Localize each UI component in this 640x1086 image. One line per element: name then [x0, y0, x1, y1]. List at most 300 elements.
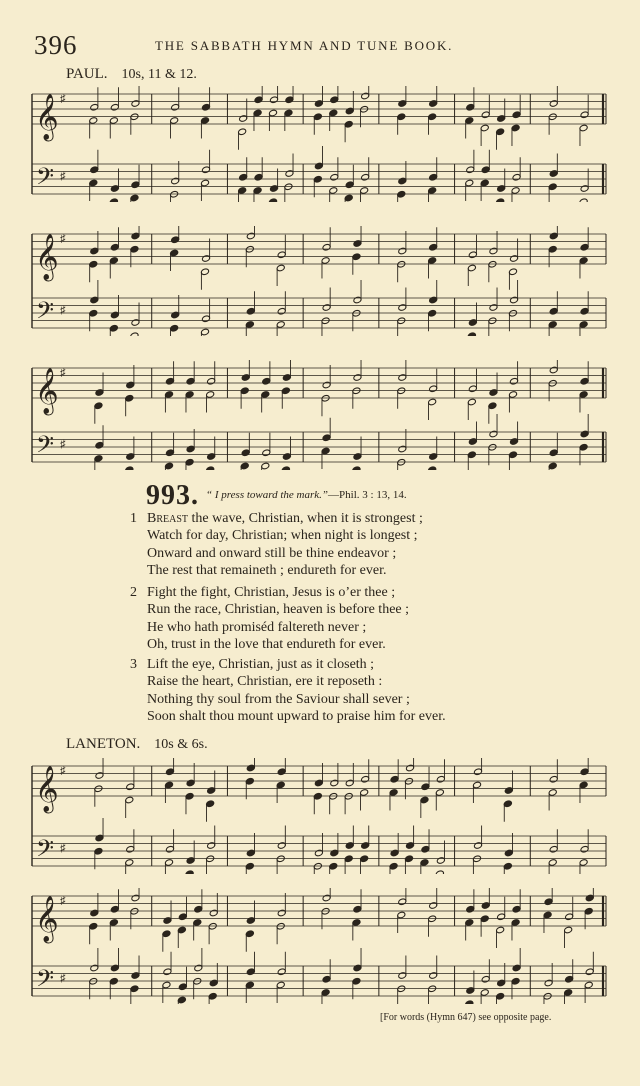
note-head: [277, 307, 286, 315]
note-head: [548, 789, 557, 797]
stanza-number: 3: [130, 657, 137, 672]
note-head: [207, 377, 216, 385]
note-head: [94, 455, 103, 463]
note-head: [239, 173, 248, 181]
note-head: [511, 124, 520, 132]
note-head: [201, 179, 210, 187]
note-head: [185, 458, 194, 466]
note-head: [207, 787, 216, 795]
note-head: [208, 992, 217, 1000]
note-head: [352, 466, 361, 470]
note-head: [171, 177, 180, 185]
verse-line: Watch for day, Christian; when night is longest ;: [147, 528, 418, 544]
note-head: [429, 296, 438, 304]
note-head: [163, 917, 172, 925]
note-head: [579, 321, 588, 329]
music-notation: [28, 888, 612, 1004]
note-head: [398, 898, 407, 906]
note-head: [130, 332, 139, 336]
treble-clef-icon: 𝄞: [35, 896, 59, 942]
note-head: [201, 268, 210, 276]
note-head: [178, 913, 187, 921]
note-head: [565, 975, 574, 983]
note-head: [206, 800, 215, 808]
note-head: [241, 449, 250, 457]
music-system-2: [28, 226, 612, 336]
note-head: [313, 175, 322, 183]
note-head: [465, 1000, 474, 1004]
note-head: [329, 187, 338, 195]
note-head: [390, 849, 399, 857]
note-head: [353, 905, 362, 913]
note-head: [209, 979, 218, 987]
note-head: [549, 232, 558, 240]
verse-line: Run the race, Christian, heaven is before thee ;: [147, 602, 410, 618]
note-head: [171, 236, 180, 244]
note-head: [429, 385, 438, 393]
note-head: [549, 449, 558, 457]
note-head: [398, 100, 407, 108]
note-head: [131, 319, 140, 327]
note-head: [474, 842, 483, 850]
note-head: [580, 307, 589, 315]
note-head: [405, 855, 414, 863]
note-head: [110, 103, 119, 111]
note-head: [240, 387, 249, 395]
note-head: [429, 243, 438, 251]
note-head: [245, 321, 254, 329]
note-head: [466, 103, 475, 111]
note-head: [170, 117, 179, 125]
note-head: [186, 445, 195, 453]
page-number: 396: [34, 30, 78, 60]
note-head: [109, 324, 118, 332]
note-head: [269, 109, 278, 117]
sharp-icon: ♯: [60, 366, 66, 379]
note-head: [207, 842, 216, 850]
note-head: [110, 243, 119, 251]
note-head: [429, 902, 438, 910]
note-head: [202, 103, 211, 111]
note-head: [397, 190, 406, 198]
note-head: [186, 779, 195, 787]
note-head: [565, 913, 574, 921]
note-head: [429, 173, 438, 181]
note-head: [345, 107, 354, 115]
verse-line: He who hath promiséd faltereth never ;: [147, 619, 367, 635]
note-head: [95, 441, 104, 449]
note-head: [580, 768, 589, 776]
note-head: [269, 198, 278, 202]
note-head: [330, 779, 339, 787]
note-head: [509, 268, 518, 276]
note-head: [193, 919, 202, 927]
note-head: [579, 781, 588, 789]
note-head: [467, 451, 476, 459]
sharp-icon: ♯: [60, 170, 66, 183]
note-head: [361, 92, 370, 100]
note-head: [510, 377, 519, 385]
note-head: [580, 430, 589, 438]
treble-clef-icon: 𝄞: [35, 234, 59, 280]
note-head: [428, 398, 437, 406]
note-head: [253, 187, 262, 195]
note-head: [406, 764, 415, 772]
note-head: [178, 983, 187, 991]
note-head: [428, 113, 437, 121]
note-head: [261, 391, 270, 399]
note-head: [330, 849, 339, 857]
note-head: [322, 894, 331, 902]
note-head: [549, 366, 558, 374]
note-head: [548, 245, 557, 253]
music-notation: [28, 758, 612, 874]
note-head: [125, 796, 134, 804]
note-head: [90, 909, 99, 917]
epigraph-reference: —Phil. 3 : 13, 14.: [328, 489, 407, 501]
note-head: [420, 796, 429, 804]
note-head: [421, 845, 430, 853]
note-head: [352, 253, 361, 261]
note-head: [207, 453, 216, 461]
note-head: [584, 907, 593, 915]
note-head: [185, 792, 194, 800]
note-head: [162, 930, 171, 938]
note-head: [177, 926, 186, 934]
note-head: [202, 255, 211, 263]
note-head: [239, 115, 248, 123]
note-head: [466, 987, 475, 995]
note-head: [467, 332, 476, 336]
note-head: [282, 453, 291, 461]
treble-clef-icon: 𝄞: [35, 766, 59, 812]
note-head: [428, 466, 437, 470]
note-head: [131, 232, 140, 240]
note-head: [465, 919, 474, 927]
note-head: [353, 240, 362, 248]
note-head: [89, 309, 98, 317]
note-head: [109, 919, 118, 927]
note-head: [564, 926, 573, 934]
note-head: [329, 109, 338, 117]
note-head: [466, 905, 475, 913]
note-head: [585, 894, 594, 902]
note-head: [185, 870, 194, 874]
note-head: [321, 257, 330, 265]
note-head: [398, 972, 407, 980]
note-head: [277, 909, 286, 917]
verse-line: Fight the fight, Christian, Jesus is o’er thee ;: [147, 585, 396, 600]
note-head: [345, 842, 354, 850]
stanza: [130, 656, 446, 726]
note-head: [480, 915, 489, 923]
note-head: [512, 905, 521, 913]
note-head: [322, 381, 331, 389]
note-head: [322, 975, 331, 983]
note-head: [130, 194, 139, 202]
note-head: [246, 849, 255, 857]
note-head: [270, 96, 279, 104]
note-head: [314, 779, 323, 787]
note-head: [109, 117, 118, 125]
note-head: [511, 187, 520, 195]
note-head: [421, 783, 430, 791]
note-head: [585, 968, 594, 976]
note-head: [580, 185, 589, 193]
note-head: [579, 198, 588, 202]
note-head: [165, 462, 174, 470]
note-head: [94, 847, 103, 855]
note-head: [277, 968, 286, 976]
note-head: [185, 391, 194, 399]
note-head: [428, 187, 437, 195]
note-head: [253, 109, 262, 117]
note-head: [126, 453, 135, 461]
note-head: [238, 187, 247, 195]
note-head: [246, 968, 255, 976]
note-head: [496, 992, 505, 1000]
note-head: [389, 862, 398, 870]
note-head: [496, 128, 505, 136]
stanza: [130, 510, 423, 580]
tune-name: LANETON.: [66, 736, 141, 752]
note-head: [497, 979, 506, 987]
note-head: [89, 117, 98, 125]
verse-line: Lift the eye, Christian, just as it closeth ;: [147, 657, 375, 672]
note-head: [429, 100, 438, 108]
note-head: [345, 181, 354, 189]
sharp-icon: ♯: [60, 92, 66, 105]
note-head: [406, 842, 415, 850]
note-head: [89, 922, 98, 930]
note-head: [496, 926, 505, 934]
note-head: [131, 100, 140, 108]
note-head: [246, 917, 255, 925]
note-head: [481, 902, 490, 910]
note-head: [549, 307, 558, 315]
note-head: [510, 296, 519, 304]
note-head: [276, 781, 285, 789]
note-head: [330, 96, 339, 104]
note-head: [194, 905, 203, 913]
note-head: [313, 792, 322, 800]
verse-line: Onward and onward still be thine endeavor ;: [147, 545, 397, 561]
note-head: [488, 402, 497, 410]
note-head: [548, 183, 557, 191]
note-head: [330, 173, 339, 181]
note-head: [90, 166, 99, 174]
note-head: [480, 989, 489, 997]
note-head: [109, 257, 118, 265]
note-head: [282, 374, 291, 382]
note-head: [165, 781, 174, 789]
note-head: [360, 187, 369, 195]
note-head: [435, 870, 444, 874]
note-head: [177, 996, 186, 1004]
note-head: [489, 304, 498, 312]
note-head: [109, 198, 118, 202]
treble-clef-icon: 𝄞: [35, 368, 59, 414]
bass-clef-icon: 𝄢: [36, 162, 55, 196]
note-head: [579, 124, 588, 132]
music-system-1: [28, 86, 612, 202]
note-head: [361, 173, 370, 181]
stanza-first-word: Breast: [147, 511, 189, 526]
verse-line: Breast the wave, Christian, when it is strongest ;: [147, 511, 423, 526]
note-head: [398, 177, 407, 185]
music-system-4: [28, 758, 612, 874]
music-system-3: [28, 360, 612, 470]
sharp-icon: ♯: [60, 972, 66, 985]
note-head: [95, 834, 104, 842]
note-head: [435, 789, 444, 797]
note-head: [254, 173, 263, 181]
note-head: [397, 911, 406, 919]
note-head: [465, 179, 474, 187]
note-head: [241, 374, 250, 382]
note-head: [321, 447, 330, 455]
note-head: [322, 304, 331, 312]
note-head: [166, 449, 175, 457]
stanza-number: 2: [130, 585, 137, 600]
note-head: [580, 377, 589, 385]
note-head: [474, 768, 483, 776]
note-head: [436, 857, 445, 865]
note-head: [126, 845, 135, 853]
note-head: [246, 232, 255, 240]
tune-title-paul: [66, 66, 197, 83]
note-head: [361, 842, 370, 850]
note-head: [503, 862, 512, 870]
note-head: [209, 909, 218, 917]
note-head: [130, 245, 139, 253]
note-head: [206, 391, 215, 399]
note-head: [465, 117, 474, 125]
music-notation: [28, 226, 612, 336]
tune-title-laneton: [66, 736, 208, 753]
note-head: [245, 862, 254, 870]
note-head: [390, 775, 399, 783]
bass-clef-icon: 𝄢: [36, 430, 55, 464]
hymn-number: 993.: [146, 480, 199, 511]
note-head: [125, 859, 134, 867]
note-head: [270, 185, 279, 193]
note-head: [166, 845, 175, 853]
note-head: [240, 462, 249, 470]
note-head: [397, 113, 406, 121]
note-head: [481, 166, 490, 174]
note-head: [512, 173, 521, 181]
note-head: [163, 968, 172, 976]
note-head: [564, 989, 573, 997]
note-head: [580, 243, 589, 251]
note-head: [206, 466, 215, 470]
note-head: [131, 972, 140, 980]
note-head: [579, 443, 588, 451]
note-head: [344, 194, 353, 202]
footnote: [For words (Hymn 647) see opposite page.: [380, 1012, 552, 1023]
note-head: [353, 964, 362, 972]
note-head: [489, 430, 498, 438]
note-head: [420, 859, 429, 867]
epigraph-quote: “ I press toward the mark.”: [206, 489, 329, 501]
note-head: [511, 919, 520, 927]
note-head: [276, 321, 285, 329]
note-head: [125, 394, 134, 402]
note-head: [276, 981, 285, 989]
note-head: [549, 170, 558, 178]
note-head: [353, 296, 362, 304]
note-head: [544, 979, 553, 987]
note-head: [510, 255, 519, 263]
note-head: [398, 374, 407, 382]
note-head: [503, 800, 512, 808]
note-head: [285, 96, 294, 104]
music-notation: [28, 86, 612, 202]
note-head: [165, 391, 174, 399]
note-head: [504, 787, 513, 795]
note-head: [428, 309, 437, 317]
note-head: [313, 113, 322, 121]
note-head: [436, 775, 445, 783]
note-head: [510, 438, 519, 446]
note-head: [509, 451, 518, 459]
running-title: THE SABBATH HYMN AND TUNE BOOK.: [155, 38, 454, 53]
note-head: [580, 111, 589, 119]
note-head: [322, 243, 331, 251]
note-head: [497, 913, 506, 921]
note-head: [398, 247, 407, 255]
note-head: [467, 264, 476, 272]
note-head: [246, 307, 255, 315]
note-head: [466, 166, 475, 174]
treble-clef-icon: 𝄞: [35, 94, 59, 140]
note-head: [110, 311, 119, 319]
note-head: [89, 260, 98, 268]
note-head: [468, 385, 477, 393]
note-head: [202, 166, 211, 174]
note-head: [428, 257, 437, 265]
note-head: [511, 977, 520, 985]
note-head: [480, 124, 489, 132]
hymn-epigraph: [206, 489, 407, 501]
note-head: [360, 855, 369, 863]
note-head: [467, 398, 476, 406]
note-head: [277, 251, 286, 259]
note-head: [497, 115, 506, 123]
note-head: [361, 775, 370, 783]
tune-name: PAUL.: [66, 66, 108, 82]
note-head: [281, 387, 290, 395]
note-head: [109, 977, 118, 985]
tune-meter: 10s & 6s.: [154, 737, 208, 752]
note-head: [202, 315, 211, 323]
music-system-5: [28, 888, 612, 1004]
note-head: [329, 862, 338, 870]
note-head: [584, 981, 593, 989]
note-head: [481, 975, 490, 983]
note-head: [110, 905, 119, 913]
note-head: [481, 111, 490, 119]
sharp-icon: ♯: [60, 232, 66, 245]
note-head: [504, 849, 513, 857]
note-head: [186, 377, 195, 385]
note-head: [194, 964, 203, 972]
note-head: [285, 170, 294, 178]
note-head: [344, 855, 353, 863]
note-head: [314, 162, 323, 170]
note-head: [166, 377, 175, 385]
